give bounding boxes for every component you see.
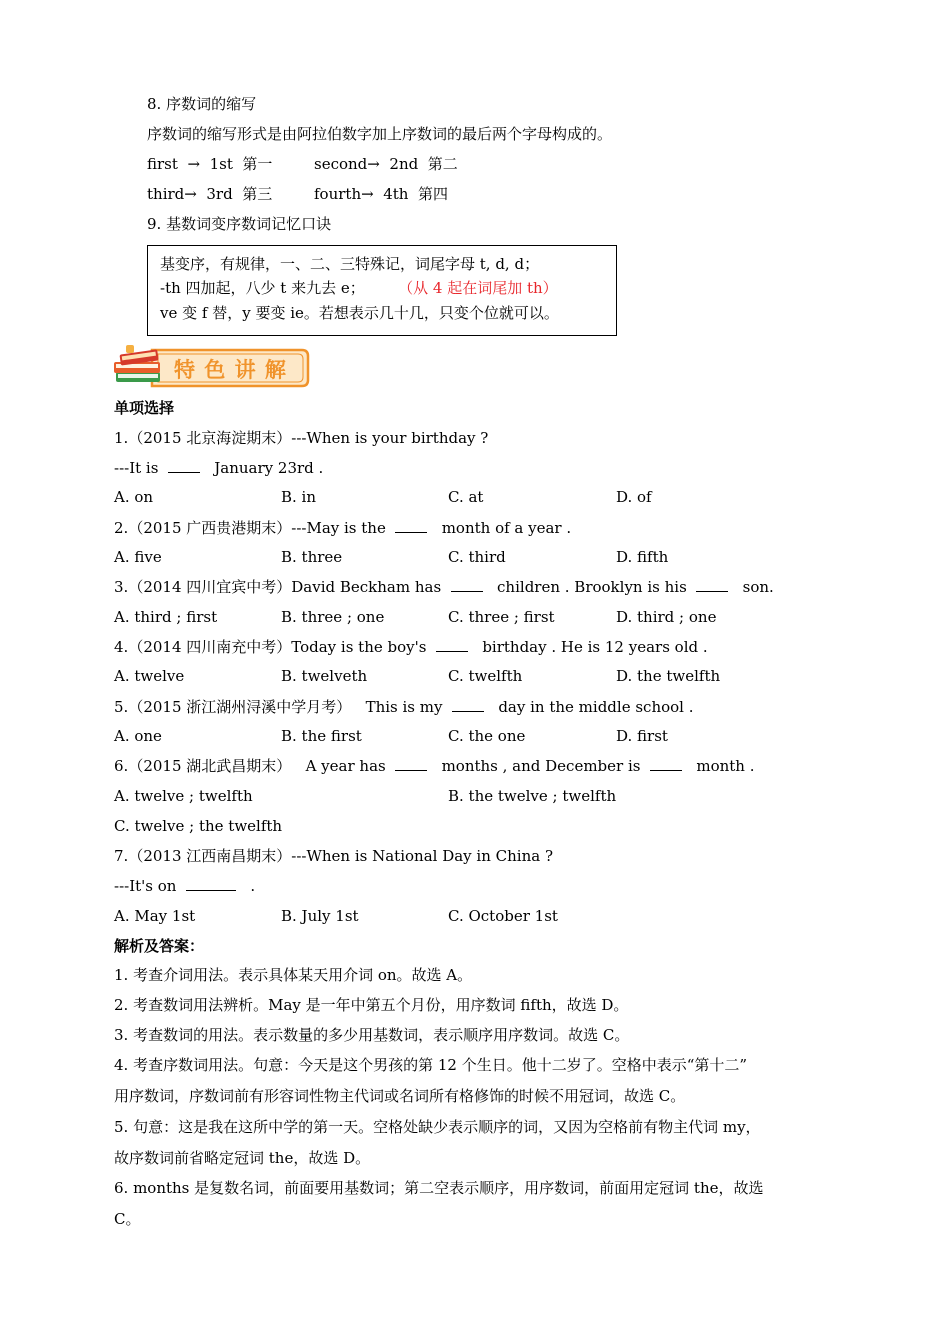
answer-blank — [186, 876, 236, 891]
q4-option-b: B. twelveth — [281, 667, 368, 685]
example-first: first → 1st 第一 — [147, 155, 273, 173]
q6-option-c: C. twelve ; the twelfth — [114, 817, 283, 835]
question-1-line-2: ---It is January 23rd . — [114, 459, 324, 477]
section-9-heading: 9. 基数词变序数词记忆口诀 — [147, 215, 332, 233]
question-2: 2.（2015 广西贵港期末）---May is the month of a year . — [114, 519, 572, 537]
example-third: third→ 3rd 第三 — [147, 185, 273, 203]
q6-option-a: A. twelve ; twelfth — [114, 787, 253, 805]
q5-option-b: B. the first — [281, 727, 362, 745]
question-6: 6.（2015 湖北武昌期末） A year has months , and December is month . — [114, 757, 755, 775]
answer-line: 3. 考查数词的用法。表示数量的多少用基数词，表示顺序用序数词。故选 C。 — [114, 1026, 630, 1044]
rhyme-line-1: 基变序，有规律，一、二、三特殊记，词尾字母 t, d, d； — [160, 255, 540, 273]
q1-option-b: B. in — [281, 488, 317, 506]
answer-blank — [452, 697, 484, 712]
q2-option-d: D. fifth — [616, 548, 669, 566]
answer-line: C。 — [114, 1210, 141, 1228]
question-1: 1.（2015 北京海淀期末）---When is your birthday ? — [114, 429, 489, 447]
q1-option-a: A. on — [114, 488, 154, 506]
q1-option-d: D. of — [616, 488, 652, 506]
feature-banner — [112, 342, 312, 394]
example-fourth: fourth→ 4th 第四 — [314, 185, 449, 203]
answer-line: 1. 考查介词用法。表示具体某天用介词 on。故选 A。 — [114, 966, 473, 984]
answer-line: 用序数词，序数词前有形容词性物主代词或名词所有格修饰的时候不用冠词，故选 C。 — [114, 1087, 686, 1105]
q5-option-d: D. first — [616, 727, 668, 745]
answer-blank — [451, 577, 483, 592]
q3-option-b: B. three ; one — [281, 608, 385, 626]
banner-title: 特 色 讲 解 — [174, 358, 287, 382]
q2-option-a: A. five — [114, 548, 162, 566]
answer-blank — [168, 458, 200, 473]
q3-option-a: A. third ; first — [114, 608, 218, 626]
q2-option-b: B. three — [281, 548, 343, 566]
exercise-title: 单项选择 — [114, 399, 175, 417]
question-5: 5.（2015 浙江湖州浔溪中学月考） This is my day in the middle school . — [114, 698, 694, 716]
q4-option-d: D. the twelfth — [616, 667, 721, 685]
q1-option-c: C. at — [448, 488, 484, 506]
answer-line: 2. 考查数词用法辨析。May 是一年中第五个月份，用序数词 fifth，故选 D。 — [114, 996, 629, 1014]
answer-blank — [395, 518, 427, 533]
q7-option-b: B. July 1st — [281, 907, 359, 925]
answer-line: 4. 考查序数词用法。句意：今天是这个男孩的第 12 个生日。他十二岁了。空格中表示“第十二” — [114, 1056, 748, 1074]
answers-title: 解析及答案： — [114, 937, 205, 955]
section-8-heading: 8. 序数词的缩写 — [147, 95, 257, 113]
rhyme-note: （从 4 起在词尾加 th） — [398, 279, 558, 297]
section-8-description: 序数词的缩写形式是由阿拉伯数字加上序数词的最后两个字母构成的。 — [147, 125, 613, 143]
question-4: 4.（2014 四川南充中考）Today is the boy's birthday . He is 12 years old . — [114, 638, 708, 656]
q4-option-c: C. twelfth — [448, 667, 523, 685]
q5-option-c: C. the one — [448, 727, 526, 745]
q7-option-a: A. May 1st — [114, 907, 196, 925]
rhyme-line-2: -th 四加起，八少 t 来九去 e； （从 4 起在词尾加 th） — [160, 279, 558, 297]
q5-option-a: A. one — [114, 727, 162, 745]
q7-option-c: C. October 1st — [448, 907, 558, 925]
answer-blank — [696, 577, 728, 592]
q4-option-a: A. twelve — [114, 667, 185, 685]
rhyme-line-3: ve 变 f 替，y 要变 ie。若想表示几十几，只变个位就可以。 — [160, 304, 559, 322]
question-7-line-2: ---It's on . — [114, 877, 256, 895]
q3-option-d: D. third ; one — [616, 608, 717, 626]
q3-option-c: C. three ; first — [448, 608, 555, 626]
answer-line: 5. 句意：这是我在这所中学的第一天。空格处缺少表示顺序的词，又因为空格前有物主代词 my， — [114, 1118, 761, 1136]
answer-blank — [650, 756, 682, 771]
example-second: second→ 2nd 第二 — [314, 155, 458, 173]
answer-line: 6. months 是复数名词，前面要用基数词；第二空表示顺序，用序数词，前面用定冠词 the，故选 — [114, 1179, 764, 1197]
q6-option-b: B. the twelve ; twelfth — [448, 787, 617, 805]
question-3: 3.（2014 四川宜宾中考）David Beckham has children . Brooklyn is his son. — [114, 578, 774, 596]
answer-blank — [436, 637, 468, 652]
answer-line: 故序数词前省略定冠词 the，故选 D。 — [114, 1149, 371, 1167]
answer-blank — [395, 756, 427, 771]
q2-option-c: C. third — [448, 548, 506, 566]
question-7: 7.（2013 江西南昌期末）---When is National Day in China ? — [114, 847, 553, 865]
